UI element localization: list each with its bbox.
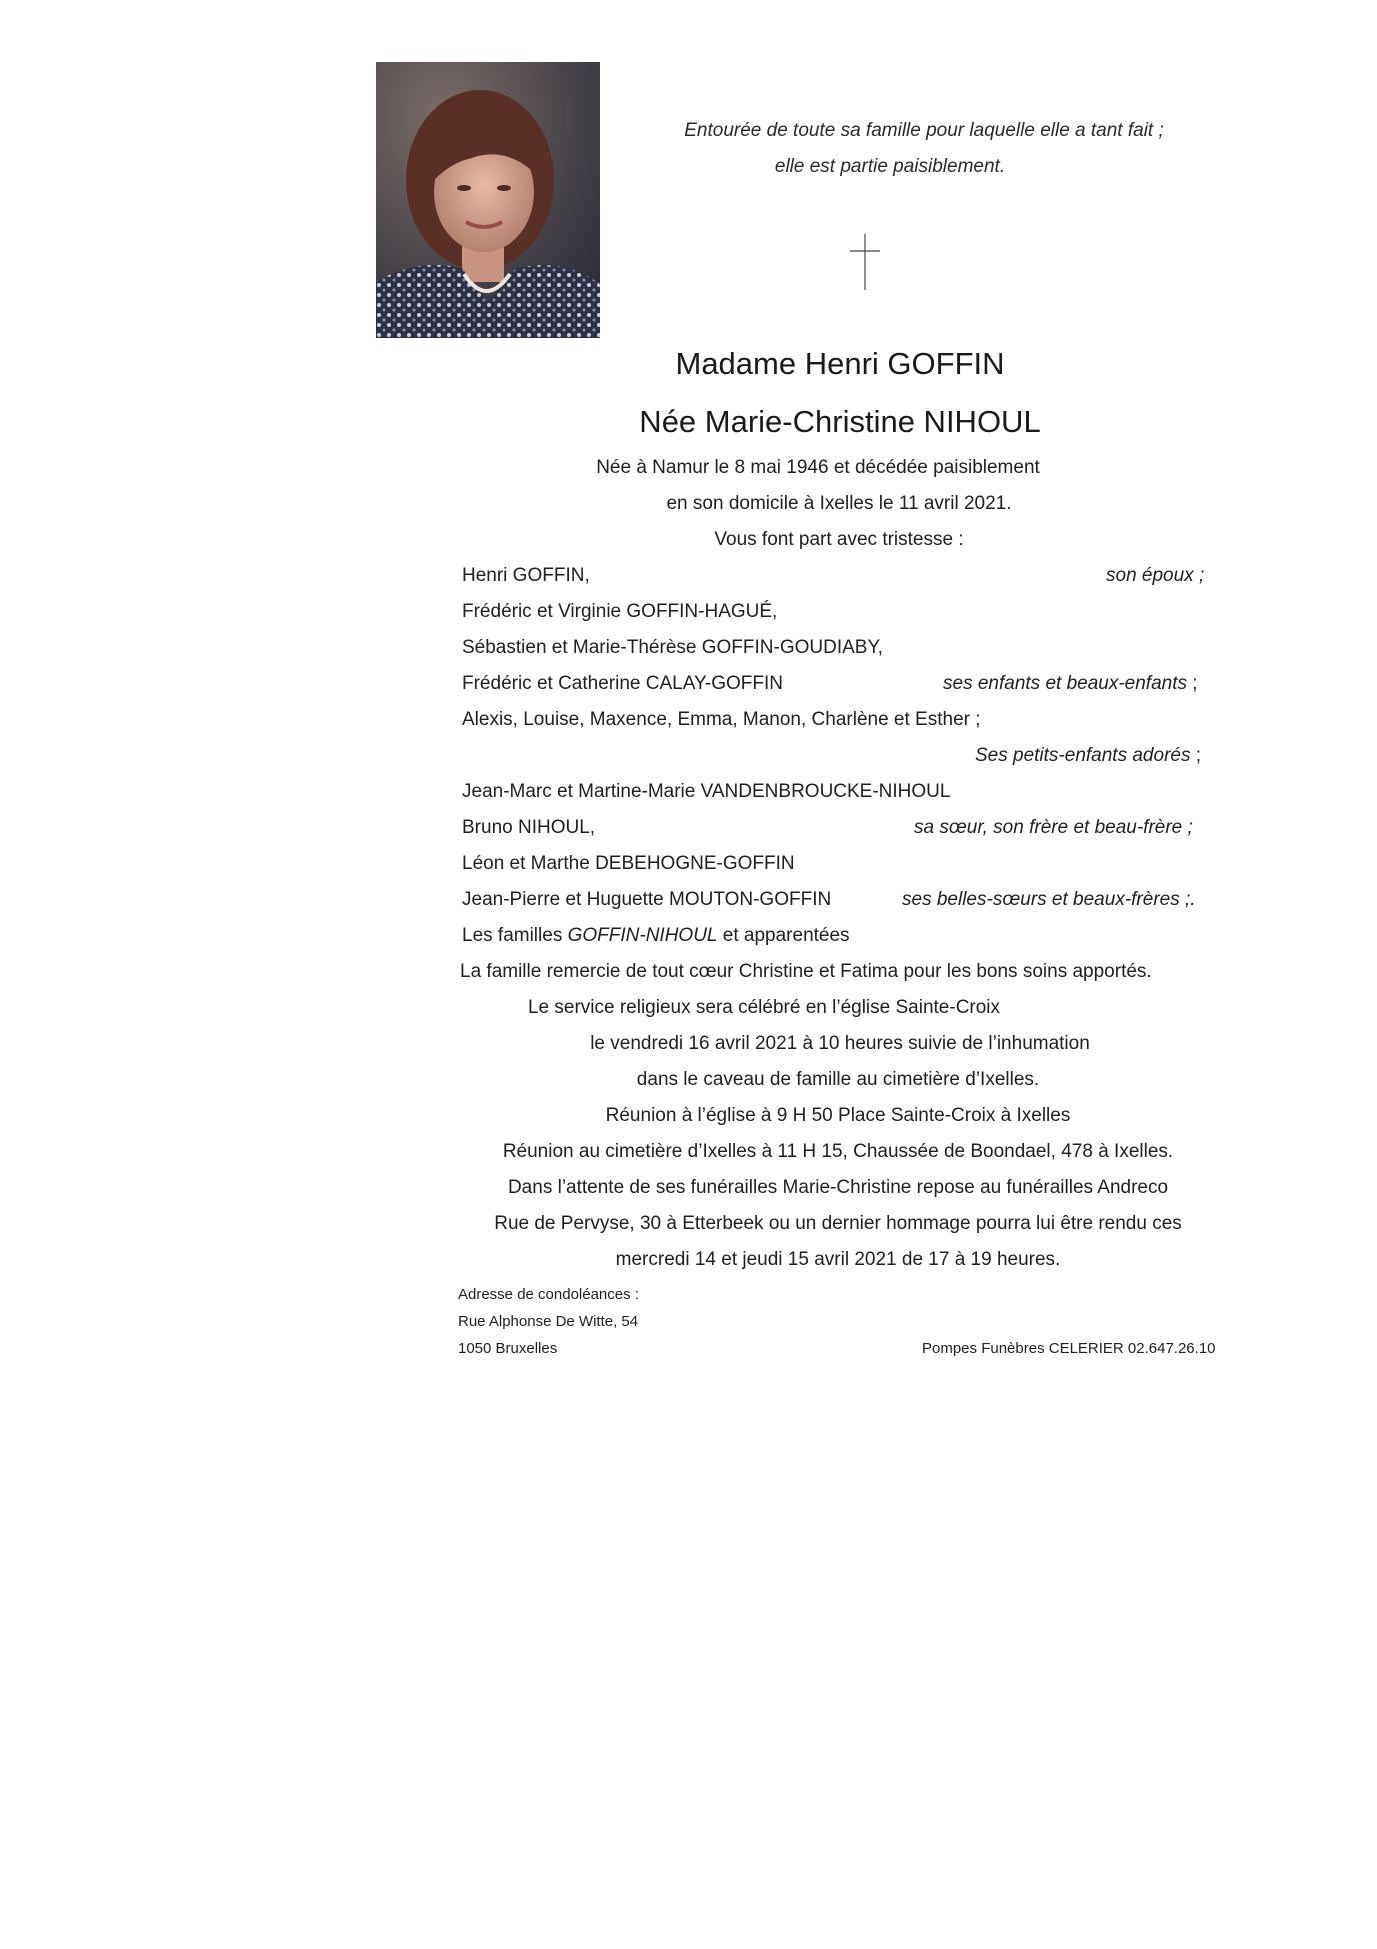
family-child-1: Frédéric et Virginie GOFFIN-HAGUÉ, bbox=[462, 601, 778, 622]
service-line-3: dans le caveau de famille au cimetière d’Ixelles. bbox=[636, 1069, 1040, 1090]
epigraph-line-1: Entourée de toute sa famille pour laquelle elle a tant fait ; bbox=[684, 120, 1164, 141]
service-line-5: Réunion au cimetière d’Ixelles à 11 H 15, Chaussée de Boondael, 478 à Ixelles. bbox=[502, 1141, 1174, 1162]
family-grandchildren-role-punct: ; bbox=[1190, 745, 1202, 766]
family-child-2: Sébastien et Marie-Thérèse GOFFIN-GOUDIABY, bbox=[462, 637, 883, 658]
family-children-role-line bbox=[943, 673, 1198, 695]
deceased-birth-name: Née Marie-Christine NIHOUL bbox=[639, 404, 1041, 439]
portrait-photo-icon bbox=[376, 62, 600, 338]
service-line-8: mercredi 14 et jeudi 15 avril 2021 de 17 à 19 heures. bbox=[615, 1249, 1061, 1270]
deceased-name: Madame Henri GOFFIN bbox=[675, 346, 1005, 381]
family-inlaw-2: Jean-Pierre et Huguette MOUTON-GOFFIN bbox=[462, 889, 832, 910]
condolence-city: 1050 Bruxelles bbox=[458, 1340, 558, 1357]
condolence-street: Rue Alphonse De Witte, 54 bbox=[458, 1313, 639, 1330]
announcement-line-2: en son domicile à Ixelles le 11 avril 2021. bbox=[666, 493, 1012, 514]
cross-icon bbox=[848, 234, 882, 290]
family-inlaw-1: Léon et Marthe DEBEHOGNE-GOFFIN bbox=[462, 853, 795, 874]
family-children-role-punct: ; bbox=[1187, 673, 1198, 694]
family-child-3: Frédéric et Catherine CALAY-GOFFIN bbox=[462, 673, 783, 694]
family-inlaws-role: ses belles-sœurs et beaux-frères ;. bbox=[902, 889, 1196, 910]
service-line-7: Rue de Pervyse, 30 à Etterbeek ou un dernier hommage pourra lui être rendu ces bbox=[494, 1213, 1182, 1234]
epigraph-line-2: elle est partie paisiblement. bbox=[774, 156, 1006, 177]
family-sibling-1: Jean-Marc et Martine-Marie VANDENBROUCKE-NIHOUL bbox=[462, 781, 951, 802]
family-thanks: La famille remercie de tout cœur Christine et Fatima pour les bons soins apportés. bbox=[460, 961, 1152, 982]
announcement-line-3: Vous font part avec tristesse : bbox=[714, 529, 964, 550]
family-siblings-role: sa sœur, son frère et beau-frère ; bbox=[914, 817, 1193, 838]
family-grandchildren-role: Ses petits-enfants adorés bbox=[975, 745, 1191, 766]
families-prefix: Les familles bbox=[462, 925, 568, 946]
service-line-6: Dans l’attente de ses funérailles Marie-Christine repose au funérailles Andreco bbox=[507, 1177, 1169, 1198]
families-name: GOFFIN-NIHOUL bbox=[567, 925, 718, 946]
family-families-line bbox=[462, 925, 850, 947]
funeral-home: Pompes Funèbres CELERIER 02.647.26.10 bbox=[922, 1340, 1216, 1357]
family-husband-role: son époux ; bbox=[1106, 565, 1205, 586]
family-grandchildren: Alexis, Louise, Maxence, Emma, Manon, Charlène et Esther ; bbox=[462, 709, 981, 730]
service-line-1: Le service religieux sera célébré en l’église Sainte-Croix bbox=[527, 997, 1001, 1018]
family-grandchildren-role-line bbox=[975, 745, 1201, 767]
announcement-line-1: Née à Namur le 8 mai 1946 et décédée paisiblement bbox=[596, 457, 1040, 478]
family-husband: Henri GOFFIN, bbox=[462, 565, 590, 586]
families-suffix: et apparentées bbox=[717, 925, 850, 946]
family-sibling-2: Bruno NIHOUL, bbox=[462, 817, 596, 838]
family-children-role: ses enfants et beaux-enfants bbox=[943, 673, 1187, 694]
service-line-2: le vendredi 16 avril 2021 à 10 heures suivie de l’inhumation bbox=[590, 1033, 1090, 1054]
portrait-photo bbox=[376, 62, 600, 338]
service-line-4: Réunion à l’église à 9 H 50 Place Sainte-Croix à Ixelles bbox=[605, 1105, 1071, 1126]
condolence-label: Adresse de condoléances : bbox=[458, 1286, 639, 1303]
